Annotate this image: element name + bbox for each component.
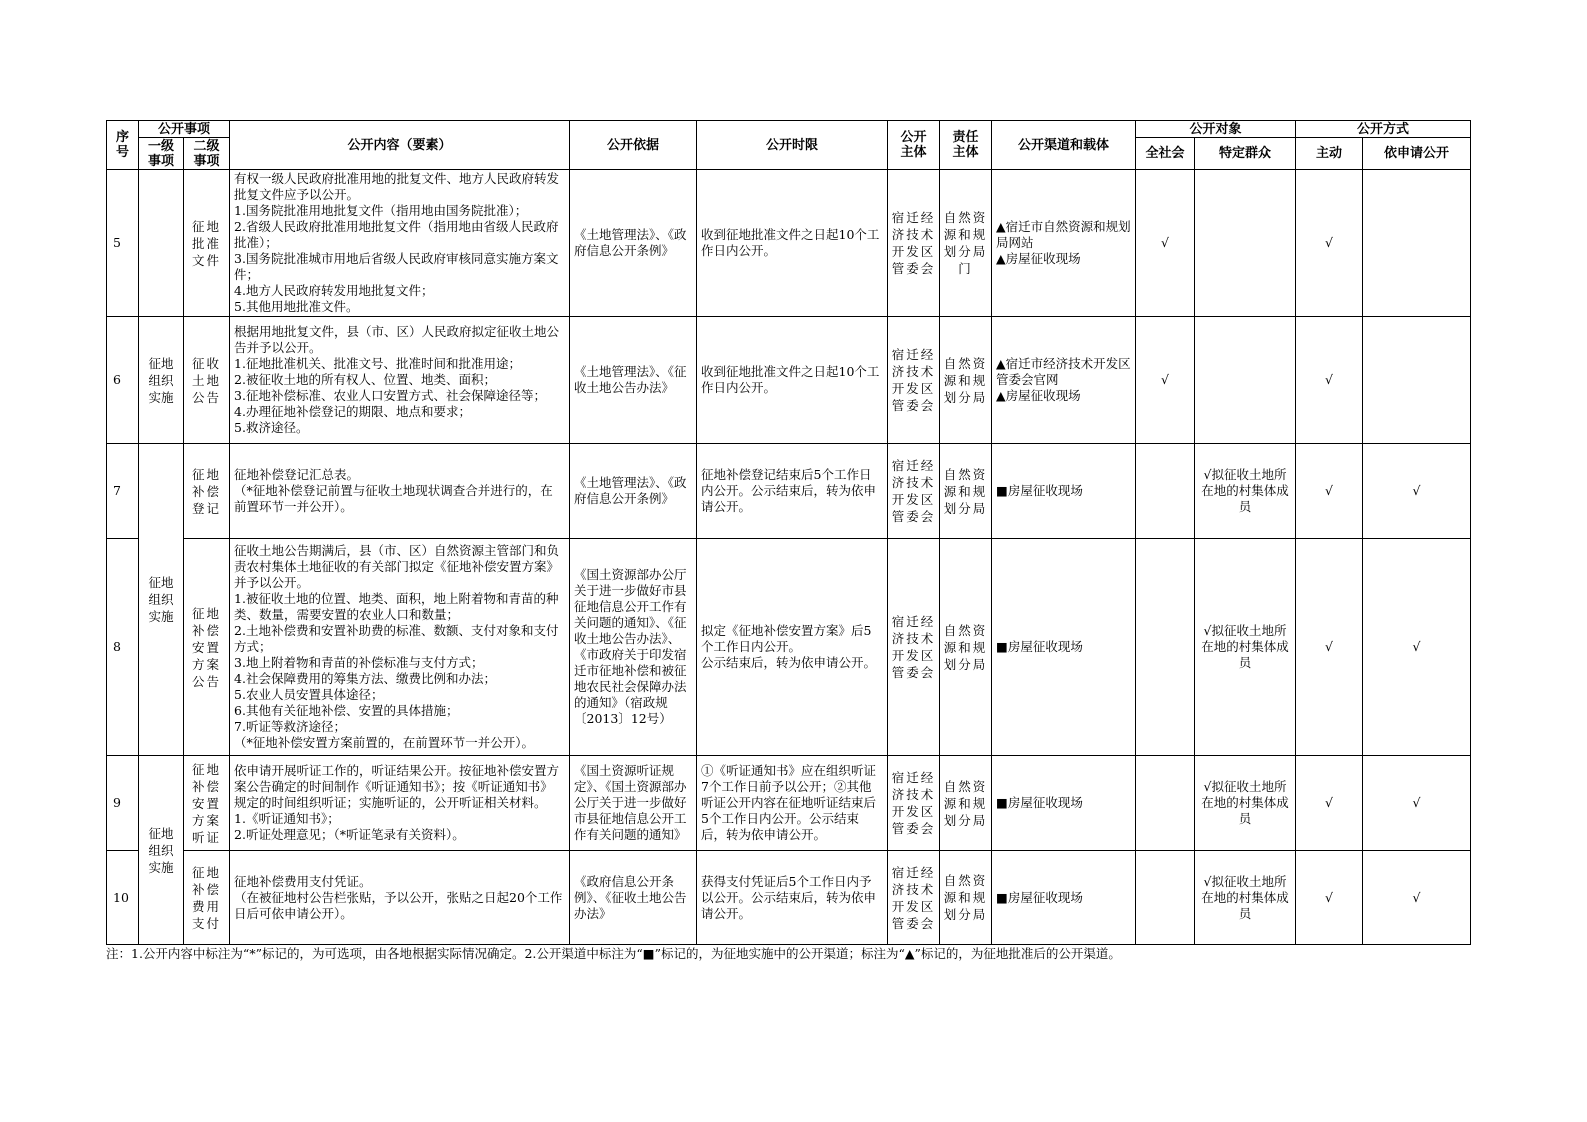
row-seq: 8 [107, 539, 139, 756]
row-channel: ■房屋征收现场 [992, 756, 1136, 851]
row-basis: 《土地管理法》、《征收土地公告办法》 [570, 317, 697, 444]
header-resp-subject: 责任主体 [940, 121, 992, 170]
header-on-request: 依申请公开 [1363, 138, 1471, 170]
row-specific-group [1195, 170, 1296, 317]
row-level2: 征地补偿安置方案听证 [184, 756, 230, 851]
row-resp-subject: 自然资源和规划分局 [940, 444, 992, 539]
row-resp-subject: 自然资源和规划分局 [940, 539, 992, 756]
header-row-top [107, 121, 1471, 138]
header-level1: 一级事项 [139, 138, 184, 170]
table-row [107, 170, 1471, 317]
header-method-group: 公开方式 [1296, 121, 1471, 138]
header-specific-group: 特定群众 [1195, 138, 1296, 170]
row-whole-society [1136, 444, 1195, 539]
row-on-request: √ [1363, 851, 1471, 945]
row-on-request [1363, 317, 1471, 444]
row-channel: ■房屋征收现场 [992, 851, 1136, 945]
row-resp-subject: 自然资源和规划分局 [940, 317, 992, 444]
header-channel: 公开渠道和载体 [992, 121, 1136, 170]
disclosure-table [106, 120, 1471, 945]
row-on-request: √ [1363, 756, 1471, 851]
row-subject: 宿迁经济技术开发区管委会 [888, 170, 940, 317]
row-time-limit: 获得支付凭证后5个工作日内予以公开。公示结束后，转为依申请公开。 [697, 851, 888, 945]
row-channel: ▲宿迁市自然资源和规划局网站 ▲房屋征收现场 [992, 170, 1136, 317]
row-resp-subject: 自然资源和规划分局 [940, 756, 992, 851]
row-level2: 征地补偿费用支付 [184, 851, 230, 945]
header-content: 公开内容（要素） [230, 121, 570, 170]
row-active: √ [1296, 539, 1363, 756]
row-time-limit: 征地补偿登记结束后5个工作日内公开。公示结束后，转为依申请公开。 [697, 444, 888, 539]
header-active: 主动 [1296, 138, 1363, 170]
header-items-group: 公开事项 [139, 121, 230, 138]
row-active: √ [1296, 851, 1363, 945]
row-specific-group: √拟征收土地所在地的村集体成员 [1195, 539, 1296, 756]
row-subject: 宿迁经济技术开发区管委会 [888, 756, 940, 851]
row-on-request [1363, 170, 1471, 317]
header-time-limit: 公开时限 [697, 121, 888, 170]
row-content: 依申请开展听证工作的，听证结果公开。按征地补偿安置方案公告确定的时间制作《听证通知书》；按《听证通知书》规定的时间组织听证；实施听证的，公开听证相关材料。 1.《听证通知书》； 2.听证处理意见；（*听证笔录有关资料）。 [230, 756, 570, 851]
row-whole-society: √ [1136, 317, 1195, 444]
row-level2: 征地补偿登记 [184, 444, 230, 539]
row-on-request: √ [1363, 539, 1471, 756]
row-seq: 9 [107, 756, 139, 851]
row-seq: 10 [107, 851, 139, 945]
footnote: 注：1.公开内容中标注为“*”标记的，为可选项，由各地根据实际情况确定。2.公开渠道中标注为“■”标记的，为征地实施中的公开渠道；标注为“▲”标记的，为征地批准后的公开渠道。 [106, 946, 1121, 961]
row-channel: ■房屋征收现场 [992, 539, 1136, 756]
header-subject: 公开主体 [888, 121, 940, 170]
row-content: 征地补偿费用支付凭证。 （在被征地村公告栏张贴，予以公开，张贴之日起20个工作日后可依申请公开）。 [230, 851, 570, 945]
row-time-limit: ①《听证通知书》应在组织听证7个工作日前予以公开；②其他听证公开内容在征地听证结束后5个工作日内公开。公示结束后，转为依申请公开。 [697, 756, 888, 851]
row-whole-society [1136, 851, 1195, 945]
row-time-limit: 收到征地批准文件之日起10个工作日内公开。 [697, 317, 888, 444]
header-target-group: 公开对象 [1136, 121, 1296, 138]
row-resp-subject: 自然资源和规划分局 [940, 851, 992, 945]
row-whole-society [1136, 539, 1195, 756]
row-subject: 宿迁经济技术开发区管委会 [888, 539, 940, 756]
row-time-limit: 拟定《征地补偿安置方案》后5个工作日内公开。 公示结束后，转为依申请公开。 [697, 539, 888, 756]
table-row [107, 539, 1471, 756]
table-row [107, 851, 1471, 945]
row-seq: 6 [107, 317, 139, 444]
row-subject: 宿迁经济技术开发区管委会 [888, 851, 940, 945]
row-on-request: √ [1363, 444, 1471, 539]
header-seq: 序号 [107, 121, 139, 170]
row-basis: 《土地管理法》、《政府信息公开条例》 [570, 444, 697, 539]
row-content: 有权一级人民政府批准用地的批复文件、地方人民政府转发批复文件应予以公开。 1.国务院批准用地批复文件（指用地由国务院批准）； 2.省级人民政府批准用地批复文件（指用地由省级人民政府批准）； 3.国务院批准城市用地后省级人民政府审核同意实施方案文件； 4.地方人民政府转发用地批复文件； 5.其他用地批准文件。 [230, 170, 570, 317]
row-active: √ [1296, 756, 1363, 851]
table-row [107, 444, 1471, 539]
row-specific-group [1195, 317, 1296, 444]
row-seq: 7 [107, 444, 139, 539]
table-row [107, 317, 1471, 444]
row-level2: 征收土地公告 [184, 317, 230, 444]
row-subject: 宿迁经济技术开发区管委会 [888, 317, 940, 444]
row-level1 [139, 170, 184, 317]
row-basis: 《政府信息公开条例》、《征收土地公告办法》 [570, 851, 697, 945]
row-level2: 征地补偿安置方案公告 [184, 539, 230, 756]
table-row [107, 756, 1471, 851]
row-specific-group: √拟征收土地所在地的村集体成员 [1195, 851, 1296, 945]
row-level1: 征地组织实施 [139, 444, 184, 756]
row-specific-group: √拟征收土地所在地的村集体成员 [1195, 756, 1296, 851]
header-level2: 二级事项 [184, 138, 230, 170]
row-active: √ [1296, 317, 1363, 444]
header-whole-society: 全社会 [1136, 138, 1195, 170]
row-basis: 《土地管理法》、《政府信息公开条例》 [570, 170, 697, 317]
row-seq: 5 [107, 170, 139, 317]
header-basis: 公开依据 [570, 121, 697, 170]
row-channel: ■房屋征收现场 [992, 444, 1136, 539]
row-channel: ▲宿迁市经济技术开发区管委会官网 ▲房屋征收现场 [992, 317, 1136, 444]
row-level1: 征地组织实施 [139, 317, 184, 444]
row-time-limit: 收到征地批准文件之日起10个工作日内公开。 [697, 170, 888, 317]
row-whole-society [1136, 756, 1195, 851]
row-content: 根据用地批复文件，县（市、区）人民政府拟定征收土地公告并予以公开。 1.征地批准机关、批准文号、批准时间和批准用途； 2.被征收土地的所有权人、位置、地类、面积； 3.征地补偿标准、农业人口安置方式、社会保障途径等； 4.办理征地补偿登记的期限、地点和要求； 5.救济途径。 [230, 317, 570, 444]
row-content: 征地补偿登记汇总表。 （*征地补偿登记前置与征收土地现状调查合并进行的，在前置环节一并公开）。 [230, 444, 570, 539]
row-active: √ [1296, 170, 1363, 317]
row-level1: 征地组织实施 [139, 756, 184, 945]
row-subject: 宿迁经济技术开发区管委会 [888, 444, 940, 539]
row-whole-society: √ [1136, 170, 1195, 317]
row-basis: 《国土资源听证规定》、《国土资源部办公厅关于进一步做好市县征地信息公开工作有关问题的通知》 [570, 756, 697, 851]
row-content: 征收土地公告期满后，县（市、区）自然资源主管部门和负责农村集体土地征收的有关部门拟定《征地补偿安置方案》并予以公开。 1.被征收土地的位置、地类、面积，地上附着物和青苗的种类、数量，需要安置的农业人口和数量； 2.土地补偿费和安置补助费的标准、数额、支付对象和支付方式； 3.地上附着物和青苗的补偿标准与支付方式； 4.社会保障费用的筹集方法、缴费比例和办法； 5.农业人员安置具体途径； 6.其他有关征地补偿、安置的具体措施； 7.听证等救济途径； （*征地补偿安置方案前置的，在前置环节一并公开）。 [230, 539, 570, 756]
row-specific-group: √拟征收土地所在地的村集体成员 [1195, 444, 1296, 539]
row-active: √ [1296, 444, 1363, 539]
row-resp-subject: 自然资源和规划分局门 [940, 170, 992, 317]
row-basis: 《国土资源部办公厅关于进一步做好市县征地信息公开工作有关问题的通知》、《征收土地公告办法》、《市政府关于印发宿迁市征地补偿和被征地农民社会保障办法的通知》（宿政规〔2013〕12号） [570, 539, 697, 756]
row-level2: 征地批准文件 [184, 170, 230, 317]
